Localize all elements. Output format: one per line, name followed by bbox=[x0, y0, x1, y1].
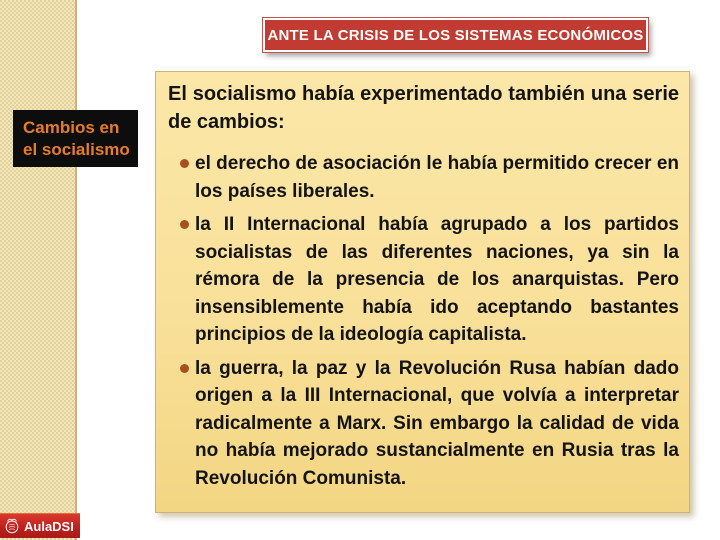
bullet-icon bbox=[180, 364, 189, 373]
bullet-item bbox=[168, 150, 679, 205]
bullet-text: la II Internacional había agrupado a los partidos socialistas de las diferentes naciones, ya sin la rémora de la presencia de los anarquistas. Pero insensiblemente había ido aceptando bastantes principios de la ideología capitalista. bbox=[195, 214, 679, 345]
bullet-item bbox=[168, 211, 679, 349]
content-heading: El socialismo había experimentado también una serie de cambios: bbox=[168, 83, 679, 133]
content-panel bbox=[155, 71, 690, 513]
bullet-item bbox=[168, 355, 679, 493]
sidebar-label-line2: el socialismo bbox=[23, 140, 130, 159]
bullet-icon bbox=[180, 220, 189, 229]
title-banner-text: ANTE LA CRISIS DE LOS SISTEMAS ECONÓMICOS bbox=[267, 26, 644, 44]
left-sidebar-strip bbox=[0, 0, 77, 540]
logo-text: AulaDSI bbox=[24, 518, 74, 534]
bullet-icon bbox=[180, 159, 189, 168]
bullet-text: el derecho de asociación le había permitido crecer en los países liberales. bbox=[195, 153, 679, 202]
auladsi-emblem-icon bbox=[3, 517, 21, 535]
logo-banner bbox=[0, 513, 80, 538]
sidebar-label bbox=[13, 110, 138, 167]
sidebar-label-line1: Cambios en bbox=[23, 118, 120, 137]
title-banner bbox=[263, 18, 648, 52]
bullet-text: la guerra, la paz y la Revolución Rusa habían dado origen a la III Internacional, que volvía a interpretar radicalmente a Marx. Sin embargo la calidad de vida no había mejorado sustancialmente en Rusia tras la Revolución Comunista. bbox=[195, 357, 679, 489]
